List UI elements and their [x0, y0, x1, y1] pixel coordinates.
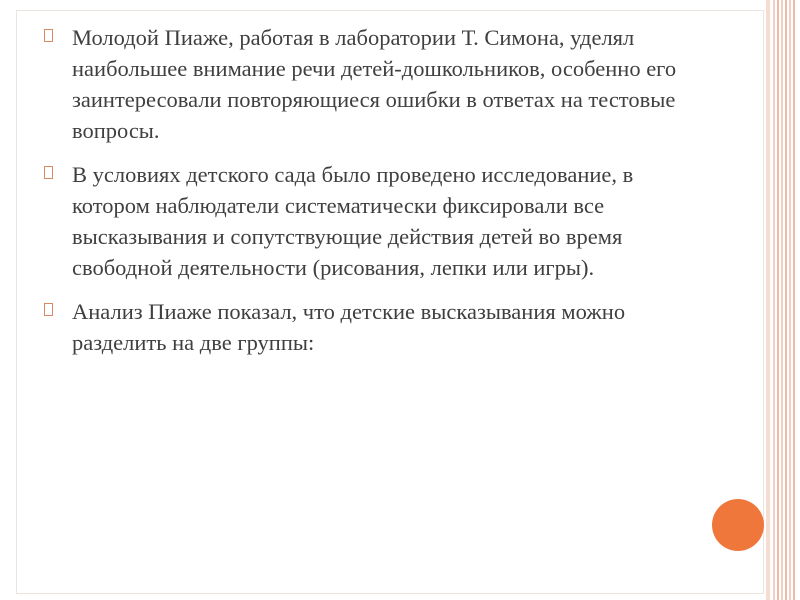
- bullet-item-2: [42, 159, 702, 283]
- bullet-text-3: Анализ Пиаже показал, что детские высказывания можно разделить на две группы:: [72, 299, 626, 355]
- bullet-item-3: [42, 296, 702, 358]
- box-bullet-icon: [44, 303, 53, 316]
- bullet-item-1: [42, 22, 702, 146]
- bullet-text-1: Молодой Пиаже, работая в лаборатории Т. Симона, уделял наибольшее внимание речи детей-дошкольников, особенно его заинтересовали повторяющиеся ошибки в ответах на тестовые вопросы.: [72, 25, 677, 143]
- accent-circle-decoration: [712, 499, 764, 551]
- decorative-stripe-band: [773, 0, 797, 600]
- bullet-text-2: В условиях детского сада было проведено исследование, в котором наблюдатели систематически фиксировали все высказывания и сопутствующие действия детей во время свободной деятельности (рисования, лепки или игры).: [72, 162, 634, 280]
- box-bullet-icon: [44, 166, 53, 179]
- bullet-list: [42, 22, 702, 371]
- box-bullet-icon: [44, 29, 53, 42]
- decorative-stripe-thin: [766, 0, 770, 600]
